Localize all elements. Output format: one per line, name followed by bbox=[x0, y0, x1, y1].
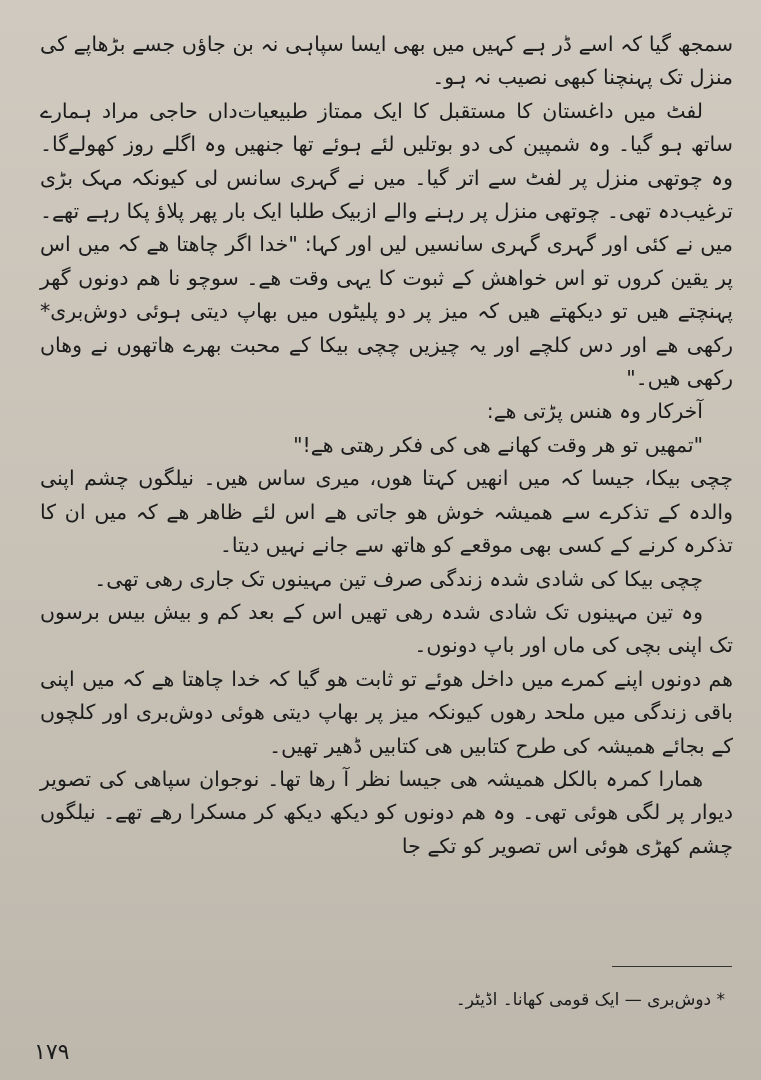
paragraph-8: ھم دونوں اپنے کمرے میں داخل ھوئے تو ثابت ھو گیا کہ خدا چاھتا ھے کہ میں اپنی باقی زندگی میں ملحد رھوں کیونکہ میز پر بھاپ دیتی ھوئی دوش‌بری اور کلچوں کے بجائے ھمیشہ کی طرح کتابیں ھی کتابیں ڈھیر تھیں۔ bbox=[40, 666, 733, 758]
paragraph-6: چچی بیکا کی شادی شدہ زندگی صرف تین مہینوں تک جاری رھی تھی۔ bbox=[94, 566, 703, 591]
paragraph-1: سمجھ گیا کہ اسے ڈر ہے کہیں میں بھی ایسا سپاہی نہ بن جاؤں جسے بڑھاپے کی منزل تک پہنچنا کبھی نصیب نہ ہو۔ bbox=[40, 32, 733, 90]
paragraph-5: چچی بیکا، جیسا کہ میں انھیں کہتا ھوں، میری ساس ھیں۔ نیلگوں چشم اپنی والدہ کے تذکرے سے ھمیشہ خوش ھو جاتی ھے اس لئے ظاھر ھے کہ میں ان کا تذکرہ کرنے کے کسی بھی موقعے کو ھاتھ سے جانے نہیں دیتا۔ bbox=[40, 466, 733, 558]
paragraph-4: "تمھیں تو ھر وقت کھانے ھی کی فکر رھتی ھے!" bbox=[293, 432, 703, 457]
paragraph-3: آخرکار وہ ھنس پڑتی ھے: bbox=[486, 399, 703, 424]
paragraph-7: وہ تین مہینوں تک شادی شدہ رھی تھیں اس کے بعد کم و بیش بیس برسوں تک اپنی بچی کی ماں اور باپ دونوں۔ bbox=[40, 599, 733, 658]
footnote: * دوش‌بری — ایک قومی کھانا۔ اڈیٹر۔ bbox=[455, 990, 725, 1010]
body-text bbox=[40, 28, 733, 863]
paragraph-2: لفٹ میں داغستان کا مستقبل کا ایک ممتاز طبیعیات‌داں حاجی مراد ہمارے ساتھ ہو گیا۔ وہ شمپین کی دو بوتلیں لئے ہوئے تھا جنھیں وہ اگلے روز کھولےگا۔ وہ چوتھی منزل پر لفٹ سے اتر گیا۔ میں نے گہری سانس لی کیونکہ مہک بڑی ترغیب‌دہ تھی۔ چوتھی منزل پر رہنے والے ازبیک طلبا ایک بار پھر پلاؤ پکا رہے تھے۔ میں نے کئی اور گہری گہری سانسیں لیں اور کہا: "خدا اگر چاھتا ھے کہ میں اس پر یقین کروں تو اس خواھش کے ثبوت کا یہی وقت ھے۔ سوچو نا ھم دونوں گھر پہنچتے ھیں تو دیکھتے ھیں کہ میز پر دو پلیٹوں میں بھاپ دیتی ہوئی دوش‌بری* رکھی ھے اور دس کلچے اور یہ چیزیں چچی بیکا کے محبت بھرے ھاتھوں نے وھاں رکھی ھیں۔" bbox=[40, 98, 733, 391]
page-number: ۱۷۹ bbox=[34, 1040, 70, 1065]
footnote-divider bbox=[612, 966, 732, 967]
paragraph-9: ھمارا کمرہ بالکل ھمیشہ ھی جیسا نظر آ رھا تھا۔ نوجوان سپاھی کی تصویر دیوار پر لگی ھوئی تھی۔ وہ ھم دونوں کو دیکھ دیکھ کر مسکرا رھے تھے۔ نیلگوں چشم کھڑی ھوئی اس تصویر کو تکے جا bbox=[40, 766, 733, 858]
